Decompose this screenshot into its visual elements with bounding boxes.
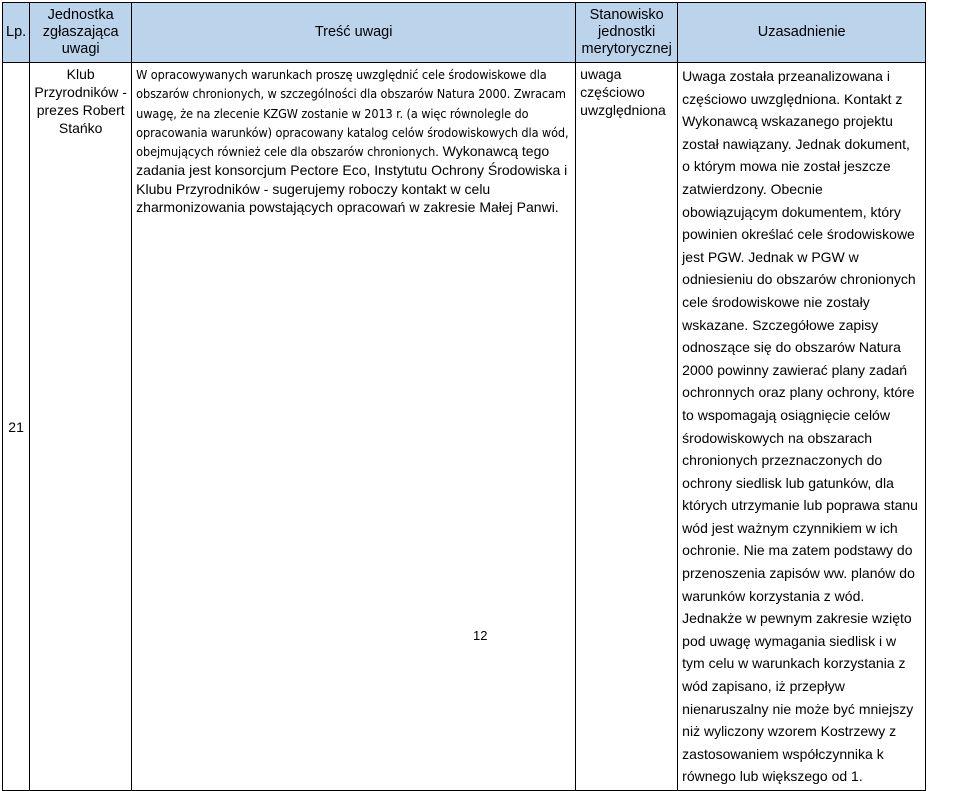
row-content-part1: W opracowywanych warunkach proszę uwzględnić cele środowiskowe dla obszarów chronionych, w szczególności dla obszarów Natura 2000. Zwracam uwagę, że na zlecenie KZGW zostanie w 2013 r. (a więc równolegle do opracowania warunków) opracowany katalog celów środowiskowych dla wód, obejmujących również cele dla obszarów chronionych. (136, 67, 569, 160)
row-number: 21 (3, 63, 30, 791)
row-justification: Uwaga została przeanalizowana i częściowo uwzględniona. Kontakt z Wykonawcą wskazanego projektu został nawiązany. Jednak dokument, o którym mowa nie został jeszcze zatwierdzony. Obecnie obowiązującym dokumentem, który powinien określać cele środowiskowe jest PGW. Jednak w PGW w odniesieniu do obszarów chronionych cele środowiskowe nie zostały wskazane. Szczegółowe zapisy odnoszące się do obszarów Natura 2000 powinny zawierać plany zadań ochronnych oraz plany ochrony, które to wspomagają osiągnięcie celów środowiskowych na obszarach chronionych przeznaczonych do ochrony siedlisk lub gatunków, dla których utrzymanie lub poprawa stanu wód jest ważnym czynnikiem w ich ochronie. Nie ma zatem podstawy do przenoszenia zapisów ww. planów do warunków korzystania z wód. Jednakże w pewnym zakresie wzięto pod uwagę wymagania siedlisk i w tym celu w warunkach korzystania z wód zapisano, iż przepływ nienaruszalny nie może być mniejszy niż wyliczony wzorem Kostrzewy z zastosowaniem współczynnika k równego lub większego od 1. (678, 63, 926, 791)
row-content-part2: Wykonawcą tego zadania jest konsorcjum Pectore Eco, Instytutu Ochrony Środowiska i Klubu Przyrodników - sugerujemy roboczy kontakt w celu zharmonizowania powstających opracowań w zakresie Małej Panwi. (136, 143, 568, 216)
row-content (132, 63, 576, 791)
header-content: Treść uwagi (132, 3, 576, 63)
table-row (3, 63, 926, 791)
page-number: 12 (473, 628, 488, 643)
header-row (3, 3, 926, 63)
comments-table (2, 2, 926, 791)
header-justification: Uzasadnienie (678, 3, 926, 63)
row-submitter: Klub Przyrodników - prezes Robert Stańko (30, 63, 132, 791)
row-position: uwaga częściowo uwzględniona (576, 63, 678, 791)
header-submitter: Jednostka zgłaszająca uwagi (30, 3, 132, 63)
header-position: Stanowisko jednostki merytorycznej (576, 3, 678, 63)
header-lp: Lp. (3, 3, 30, 63)
